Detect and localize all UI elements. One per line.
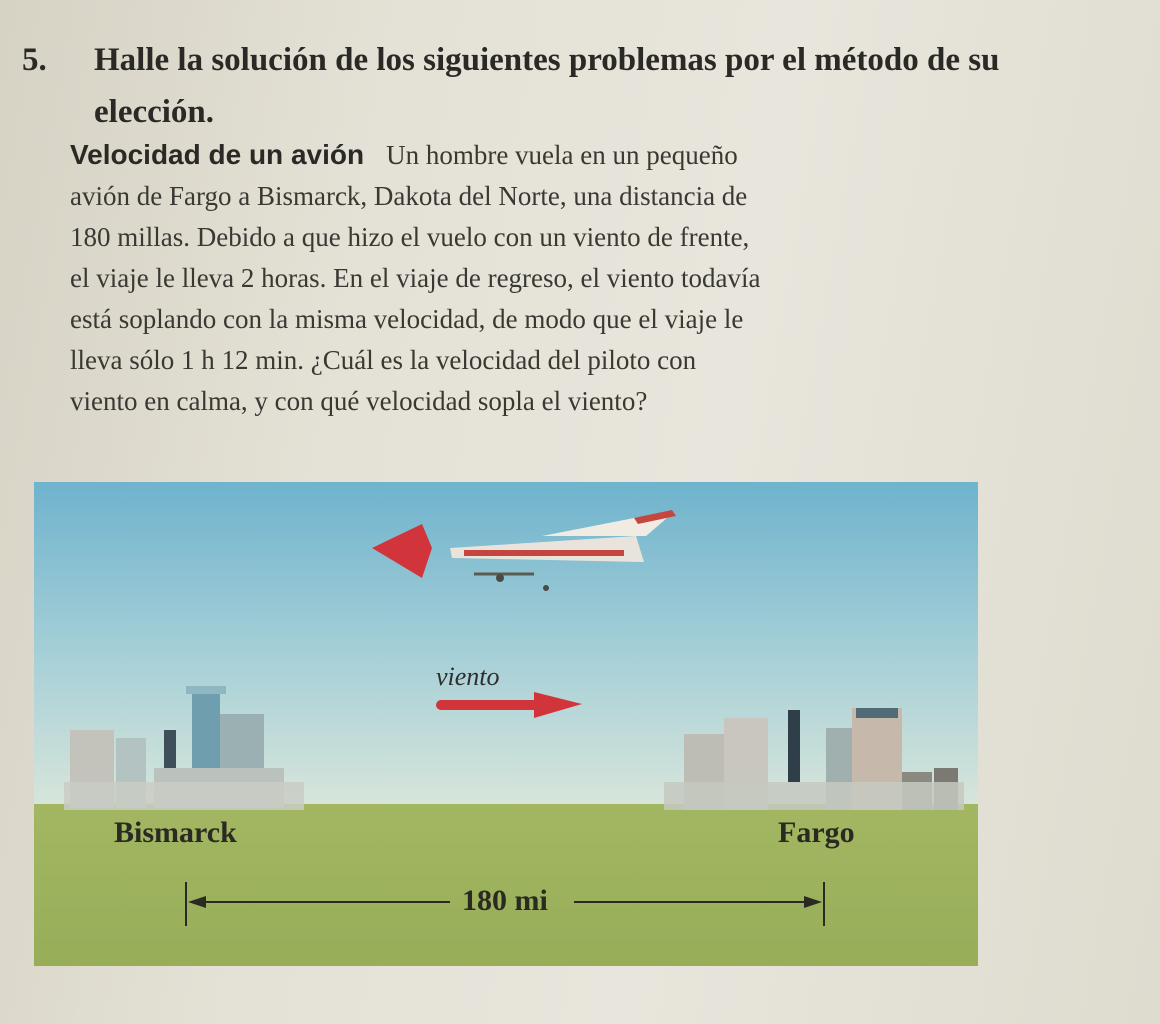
statement-line: avión de Fargo a Bismarck, Dakota del Norte, una distancia de — [70, 181, 748, 211]
statement-line: lleva sólo 1 h 12 min. ¿Cuál es la velocidad del piloto con — [70, 345, 697, 375]
wind-label: viento — [436, 662, 500, 691]
city-label-bismarck: Bismarck — [114, 816, 237, 849]
city-label-fargo: Fargo — [778, 816, 855, 849]
problem-instruction: Halle la solución de los siguientes problemas por el método de su elección. — [94, 42, 1000, 130]
statement-line: está soplando con la misma velocidad, de modo que el viaje le — [70, 304, 744, 334]
problem-title: Velocidad de un avión — [70, 139, 365, 170]
flight-illustration — [34, 482, 978, 966]
statement-line: el viaje le lleva 2 horas. En el viaje de regreso, el viento todavía — [70, 263, 761, 293]
problem-statement — [70, 134, 1040, 422]
statement-line — [70, 134, 1040, 176]
statement-line: viento en calma, y con qué velocidad sopla el viento? — [70, 386, 648, 416]
statement-text: Un hombre vuela en un pequeño — [386, 140, 738, 170]
problem-number: 5. — [22, 42, 47, 78]
distance-label: 180 mi — [462, 884, 548, 917]
statement-line: 180 millas. Debido a que hizo el vuelo con un viento de frente, — [70, 222, 750, 252]
